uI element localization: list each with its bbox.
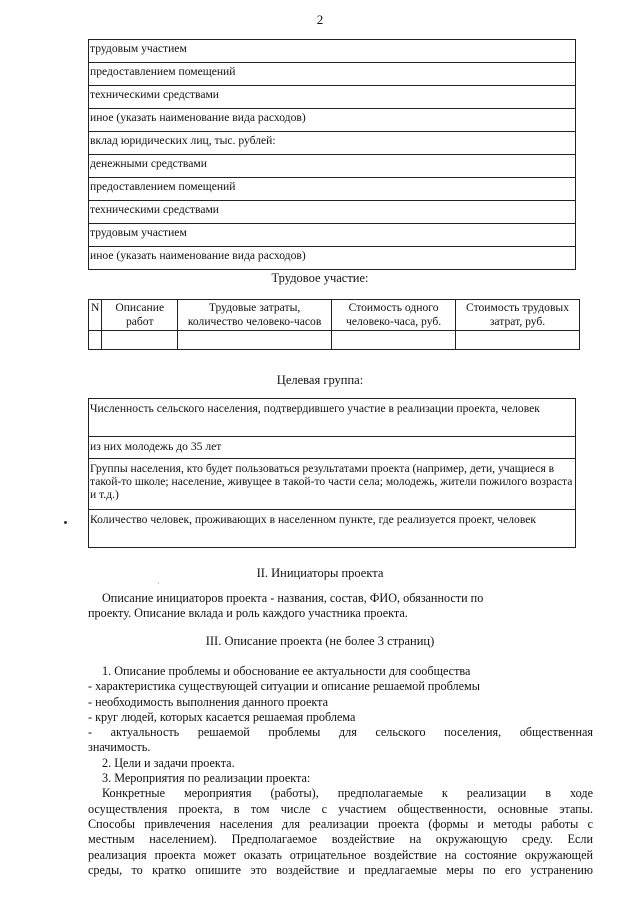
section-3-heading: III. Описание проекта (не более 3 страниц) bbox=[205, 634, 435, 648]
table-row bbox=[89, 247, 576, 270]
table-cell: Группы населения, кто будет пользоваться результатами проекта (например, дети, учащиеся в такой-то школе; население, живущее в такой-то части села; молодежь, жители пожилого возраста и т.д.) bbox=[89, 459, 576, 510]
table-row bbox=[89, 201, 576, 224]
table-row bbox=[89, 331, 580, 350]
table-cell: предоставлением помещений bbox=[89, 63, 576, 86]
col-hour-cost-header: Стоимость одного человеко-часа, руб. bbox=[332, 300, 456, 331]
paragraph-line: среды, то кратко опишите это воздействие и предлагаемые меры по его устранению bbox=[88, 862, 593, 877]
table-cell: техническими средствами bbox=[89, 86, 576, 109]
paragraph-line: 2. Цели и задачи проекта. bbox=[102, 755, 235, 770]
paragraph-line: Конкретные мероприятия (работы), предполагаемые к реализации в ходе bbox=[102, 786, 593, 801]
paragraph-line: местным населением). Предполагаемое воздействие на окружающую среду. Если bbox=[88, 832, 593, 847]
table-cell bbox=[178, 331, 332, 350]
table-cell: предоставлением помещений bbox=[89, 178, 576, 201]
labor-table bbox=[88, 299, 580, 350]
table-cell bbox=[456, 331, 580, 350]
page-number: 2 bbox=[316, 12, 324, 27]
table-row bbox=[89, 109, 576, 132]
col-total-cost-header: Стоимость трудовых затрат, руб. bbox=[456, 300, 580, 331]
paragraph-line: - круг людей, которых касается решаемая проблема bbox=[88, 709, 356, 724]
table-row bbox=[89, 224, 576, 247]
table-row bbox=[89, 86, 576, 109]
labor-caption: Трудовое участие: bbox=[271, 271, 369, 285]
paragraph-line: осуществления проекта, в том числе с участием общественности, основные этапы. bbox=[88, 801, 593, 816]
scan-speck bbox=[64, 521, 67, 524]
table-row bbox=[89, 510, 576, 548]
scan-mark: ' bbox=[158, 581, 160, 589]
table-cell: Численность сельского населения, подтвердившего участие в реализации проекта, человек bbox=[89, 399, 576, 437]
section-2-body bbox=[88, 591, 518, 622]
target-group-table bbox=[88, 398, 576, 548]
col-labor-hours-header: Трудовые затраты, количество человеко-часов bbox=[178, 300, 332, 331]
table-cell bbox=[102, 331, 178, 350]
section-3-body bbox=[88, 664, 593, 878]
table-header-row bbox=[89, 300, 580, 331]
table-cell bbox=[89, 331, 102, 350]
paragraph-line: значимость. bbox=[88, 740, 151, 755]
target-caption: Целевая группа: bbox=[276, 373, 364, 387]
paragraph-line: реализация проекта может оказать отрицательное воздействие на состояние окружающей bbox=[88, 847, 593, 862]
table-cell: из них молодежь до 35 лет bbox=[89, 437, 576, 459]
table-row bbox=[89, 132, 576, 155]
paragraph-line: Описание инициаторов проекта - названия, состав, ФИО, обязанности по bbox=[102, 591, 484, 605]
paragraph-line: - необходимость выполнения данного проекта bbox=[88, 694, 329, 709]
table-row bbox=[89, 399, 576, 437]
paragraph-line: Способы привлечения населения для реализации проекта (формы и методы работы с bbox=[88, 816, 593, 831]
table-cell bbox=[332, 331, 456, 350]
paragraph-line: проекту. Описание вклада и роль каждого участника проекта. bbox=[88, 606, 408, 621]
table-cell: трудовым участием bbox=[89, 224, 576, 247]
col-number-header: N bbox=[89, 300, 102, 331]
table-cell: Количество человек, проживающих в населенном пункте, где реализуется проект, человек bbox=[89, 510, 576, 548]
table-row bbox=[89, 40, 576, 63]
table-cell: иное (указать наименование вида расходов) bbox=[89, 247, 576, 270]
table-cell: техническими средствами bbox=[89, 201, 576, 224]
table-cell: вклад юридических лиц, тыс. рублей: bbox=[89, 132, 576, 155]
table-cell: иное (указать наименование вида расходов) bbox=[89, 109, 576, 132]
contribution-table bbox=[88, 39, 576, 270]
paragraph-line: - характеристика существующей ситуации и описание решаемой проблемы bbox=[88, 679, 480, 694]
table-row bbox=[89, 155, 576, 178]
section-2-heading: II. Инициаторы проекта bbox=[256, 566, 384, 580]
table-row bbox=[89, 459, 576, 510]
col-description-header: Описание работ bbox=[102, 300, 178, 331]
paragraph-line: - актуальность решаемой проблемы для сельского поселения, общественная bbox=[88, 725, 593, 740]
paragraph-line: 3. Мероприятия по реализации проекта: bbox=[102, 771, 311, 786]
table-cell: трудовым участием bbox=[89, 40, 576, 63]
table-row bbox=[89, 63, 576, 86]
table-cell: денежными средствами bbox=[89, 155, 576, 178]
paragraph-line: 1. Описание проблемы и обоснование ее актуальности для сообщества bbox=[102, 664, 471, 678]
table-row bbox=[89, 437, 576, 459]
table-row bbox=[89, 178, 576, 201]
